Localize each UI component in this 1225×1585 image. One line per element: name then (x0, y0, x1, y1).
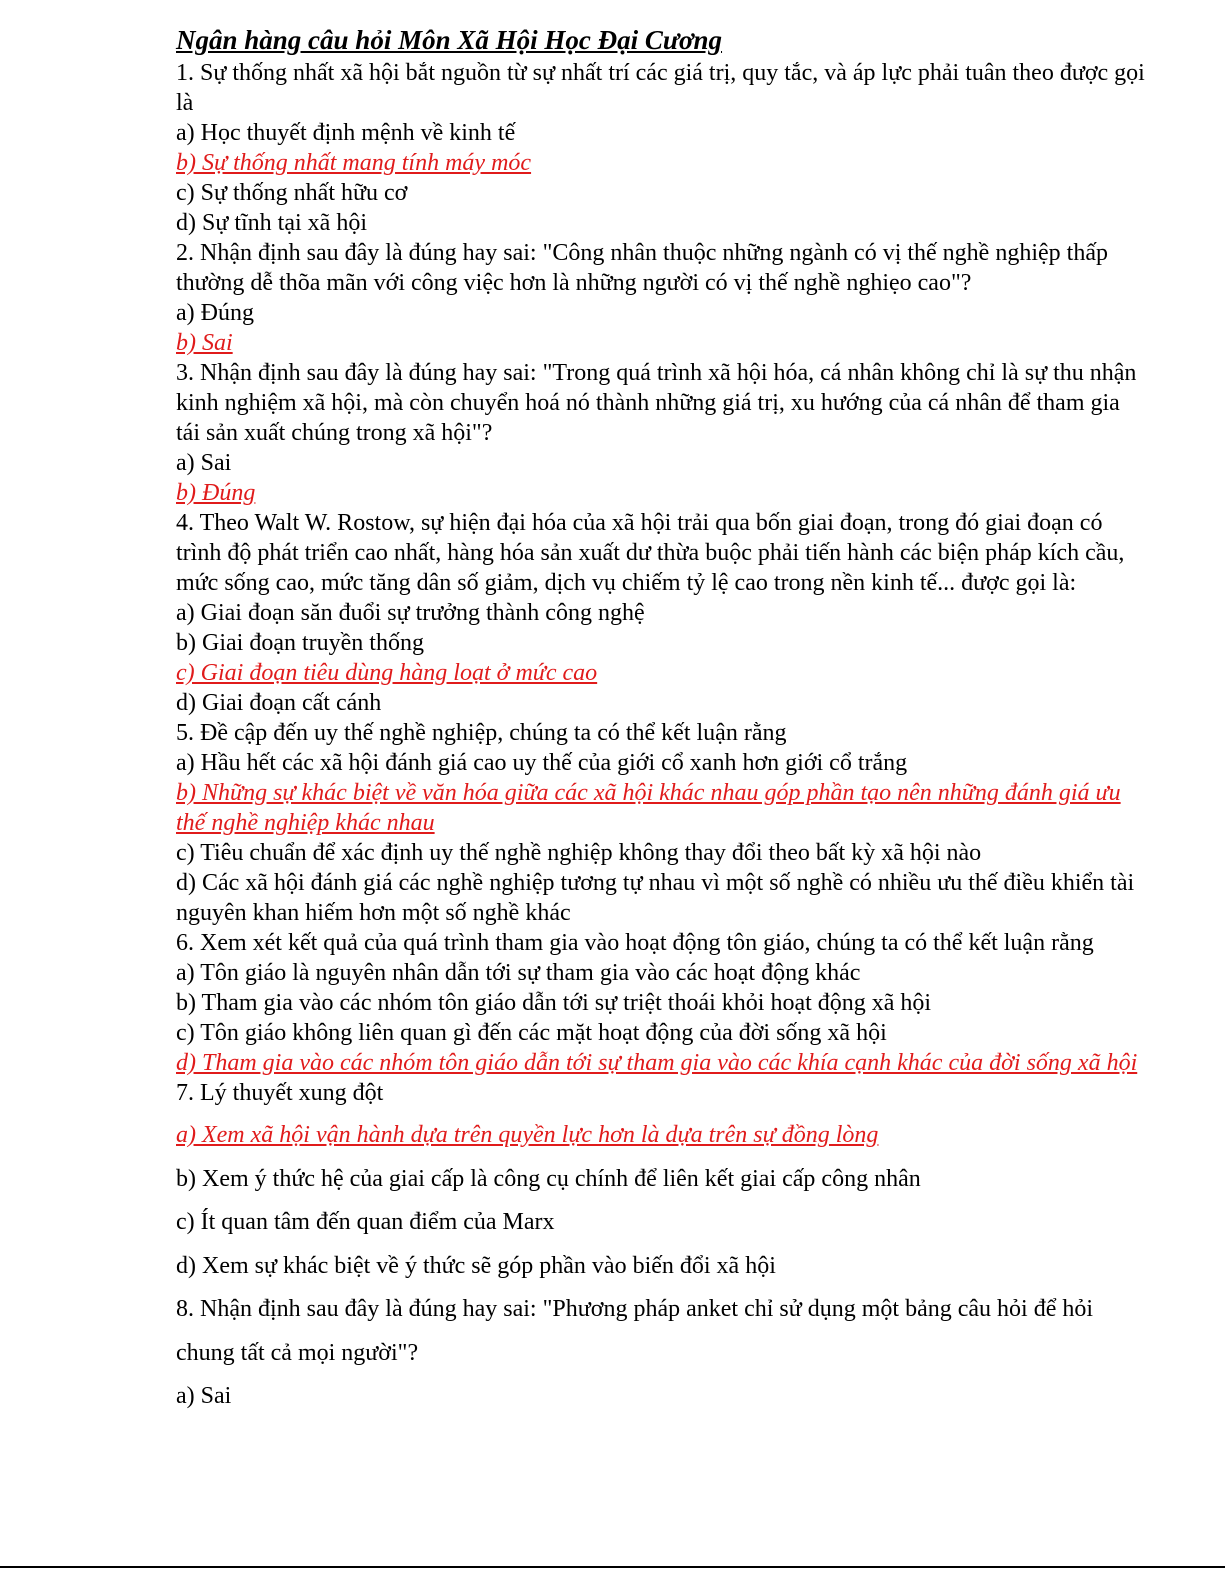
option-b: b) Tham gia vào các nhóm tôn giáo dẫn tới sự triệt thoái khỏi hoạt động xã hội (176, 990, 932, 1016)
option-b-correct: b) Sai (176, 330, 233, 356)
option-d-correct: d) Tham gia vào các nhóm tôn giáo dẫn tới sự tham gia vào các khía cạnh khác của đời sống xã hội (176, 1050, 1138, 1076)
option-b-correct: b) Sự thống nhất mang tính máy móc (176, 150, 532, 176)
page-bottom-rule (0, 1566, 1225, 1568)
option-c: c) Sự thống nhất hữu cơ (176, 180, 408, 206)
question-stem: 4. Theo Walt W. Rostow, sự hiện đại hóa của xã hội trải qua bốn giai đoạn, trong đó giai đoạn có trình độ phát triển cao nhất, hàng hóa sản xuất dư thừa buộc phải tiến hành các biện pháp kích cầu, mức sống cao, mức tăng dân số giảm, dịch vụ chiếm tỷ lệ cao trong nền kinh tế... được gọi là: (176, 510, 1125, 596)
question-stem: 6. Xem xét kết quả của quá trình tham gia vào hoạt động tôn giáo, chúng ta có thể kết luận rằng (176, 930, 1094, 956)
question-stem: 2. Nhận định sau đây là đúng hay sai: "Công nhân thuộc những ngành có vị thế nghề nghiệp thấp thường dễ thõa mãn với công việc hơn là những người có vị thế nghề nghiẹo cao"? (176, 240, 1108, 296)
option-c: c) Ít quan tâm đến quan điểm của Marx (176, 1209, 555, 1235)
option-d: d) Các xã hội đánh giá các nghề nghiệp tương tự nhau vì một số nghề có nhiều ưu thế điều khiển tài nguyên khan hiếm hơn một số nghề khác (176, 870, 1135, 926)
option-d: d) Giai đoạn cất cánh (176, 690, 382, 716)
question-stem: 1. Sự thống nhất xã hội bắt nguồn từ sự nhất trí các giá trị, quy tắc, và áp lực phải tuân theo được gọi là (176, 60, 1145, 116)
option-a: a) Đúng (176, 300, 254, 326)
option-c-correct: c) Giai đoạn tiêu dùng hàng loạt ở mức cao (176, 660, 598, 686)
question-3 (176, 358, 1146, 508)
question-1 (176, 58, 1146, 238)
option-a: a) Học thuyết định mệnh về kinh tế (176, 120, 516, 146)
question-8 (176, 1288, 1146, 1419)
question-stem: 8. Nhận định sau đây là đúng hay sai: "Phương pháp anket chỉ sử dụng một bảng câu hỏi để hỏi chung tất cả mọi người"? (176, 1296, 1094, 1366)
option-b: b) Giai đoạn truyền thống (176, 630, 424, 656)
option-c: c) Tôn giáo không liên quan gì đến các mặt hoạt động của đời sống xã hội (176, 1020, 887, 1046)
option-b-correct: b) Đúng (176, 480, 256, 506)
option-a: a) Sai (176, 1383, 232, 1409)
question-stem: 3. Nhận định sau đây là đúng hay sai: "Trong quá trình xã hội hóa, cá nhân không chỉ là sự thu nhận kinh nghiệm xã hội, mà còn chuyển hoá nó thành những giá trị, xu hướng của cá nhân để tham gia tái sản xuất chúng trong xã hội"? (176, 360, 1137, 446)
option-a: a) Tôn giáo là nguyên nhân dẫn tới sự tham gia vào các hoạt động khác (176, 960, 861, 986)
option-a: a) Giai đoạn săn đuổi sự trưởng thành công nghệ (176, 600, 645, 626)
document-title: Ngân hàng câu hỏi Môn Xã Hội Học Đại Cương (176, 25, 723, 55)
option-b-correct: b) Những sự khác biệt về văn hóa giữa các xã hội khác nhau góp phần tạo nên những đánh giá ưu thế nghề nghiệp khác nhau (176, 780, 1121, 836)
question-6 (176, 928, 1146, 1078)
option-d: d) Sự tĩnh tại xã hội (176, 210, 367, 236)
question-5 (176, 718, 1146, 928)
option-c: c) Tiêu chuẩn để xác định uy thế nghề nghiệp không thay đổi theo bất kỳ xã hội nào (176, 840, 982, 866)
question-2 (176, 238, 1146, 358)
option-b: b) Xem ý thức hệ của giai cấp là công cụ chính để liên kết giai cấp công nhân (176, 1165, 921, 1192)
document-page (176, 22, 1146, 1419)
question-stem: 7. Lý thuyết xung đột (176, 1080, 384, 1106)
question-4 (176, 508, 1146, 718)
option-d: d) Xem sự khác biệt về ý thức sẽ góp phần vào biến đổi xã hội (176, 1252, 776, 1279)
option-a: a) Sai (176, 450, 232, 476)
question-stem: 5. Đề cập đến uy thế nghề nghiệp, chúng ta có thể kết luận rằng (176, 720, 787, 746)
option-a: a) Hầu hết các xã hội đánh giá cao uy thế của giới cổ xanh hơn giới cổ trắng (176, 750, 908, 776)
option-a-correct: a) Xem xã hội vận hành dựa trên quyền lực hơn là dựa trên sự đồng lòng (176, 1122, 879, 1148)
question-7 (176, 1078, 1146, 1288)
